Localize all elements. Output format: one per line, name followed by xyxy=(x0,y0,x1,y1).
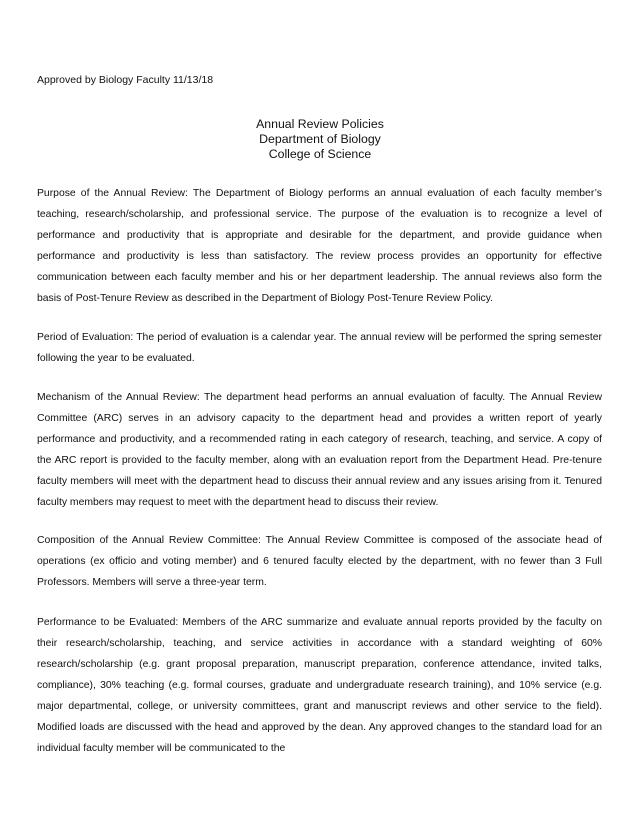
section-performance: Performance to be Evaluated: Members of the ARC summarize and evaluate annual reports provided by the faculty on their research/scholarship, teaching, and service activities in accordance with a standard weighting of 60% research/scholarship (e.g. grant proposal preparation, manuscript preparation, conference attendance, invited talks, compliance), 30% teaching (e.g. formal courses, graduate and undergraduate research training), and 10% service (e.g. major departmental, college, or university committees, grant and manuscript reviews and other service to the field). Modified loads are discussed with the head and approved by the dean. Any approved changes to the standard load for an individual faculty member will be communicated to the xyxy=(37,617,602,754)
section-mechanism: Mechanism of the Annual Review: The department head performs an annual evaluation of faculty. The Annual Review Committee (ARC) serves in an advisory capacity to the department head and provides a written report of yearly performance and productivity, and a recommended rating in each category of research, teaching, and service. A copy of the ARC report is provided to the faculty member, along with an evaluation report from the Department Head. Pre-tenure faculty members will meet with the department head to discuss their annual review and any issues arising from it. Tenured faculty members may request to meet with the department head to discuss their review. xyxy=(37,392,602,508)
section-period: Period of Evaluation: The period of evaluation is a calendar year. The annual review will be performed the spring semester following the year to be evaluated. xyxy=(37,332,602,364)
title-line-department: Department of Biology xyxy=(259,132,381,146)
section-composition: Composition of the Annual Review Committee: The Annual Review Committee is composed of the associate head of operations (ex officio and voting member) and 6 tenured faculty elected by the department, with no fewer than 3 Full Professors. Members will serve a three-year term. xyxy=(37,535,602,588)
approval-note: Approved by Biology Faculty 11/13/18 xyxy=(37,74,214,86)
title-line-college: College of Science xyxy=(268,147,372,161)
title-line-policies: Annual Review Policies xyxy=(256,117,384,131)
document-title xyxy=(0,117,640,162)
section-purpose: Purpose of the Annual Review: The Department of Biology performs an annual evaluation of each faculty member’s teaching, research/scholarship, and professional service. The purpose of the evaluation is to recognize a level of performance and productivity that is appropriate and desirable for the department, and provide guidance when performance and productivity is less than satisfactory. The review process provides an opportunity for effective communication between each faculty member and his or her department leadership. The annual reviews also form the basis of Post-Tenure Review as described in the Department of Biology Post-Tenure Review Policy. xyxy=(37,188,602,304)
